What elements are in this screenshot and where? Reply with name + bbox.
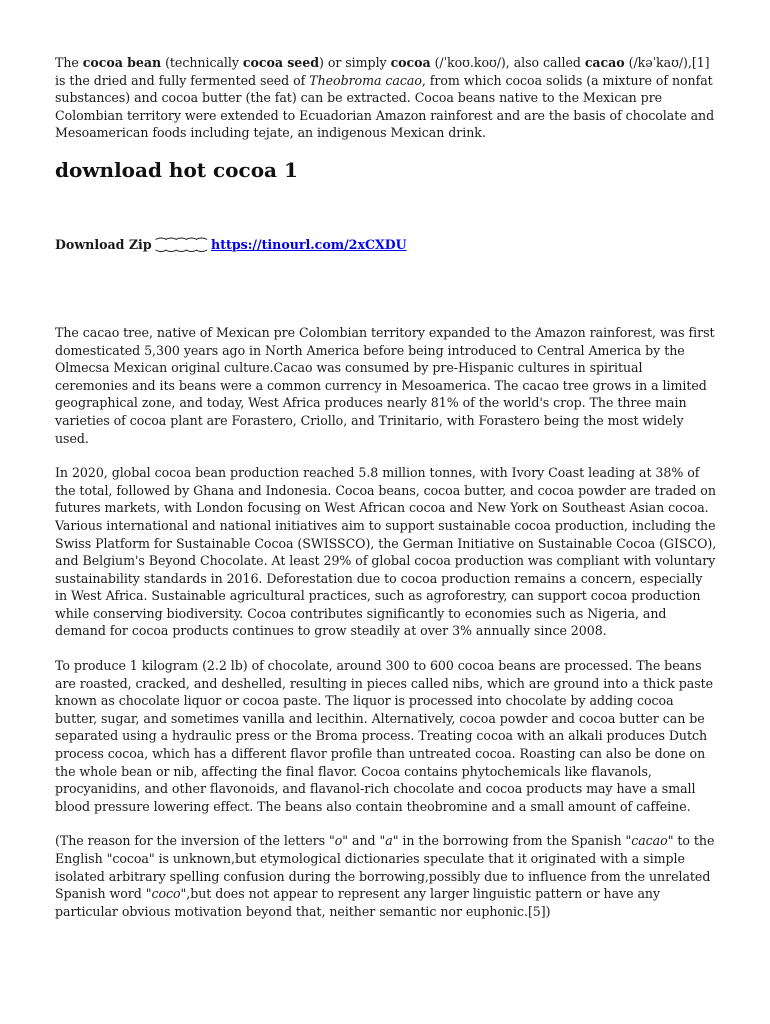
etymology-italic: cacao xyxy=(631,833,668,849)
intro-text: , from which cocoa solids (a mixture of nonfat substances) and cocoa butter (the fat) can be extracted. Cocoa beans native to the Mexican pre Colombian territory were extended to Ecuadorian Amazon rainforest and are the basis of chocolate and Mesoamerican foods including tejate, an indigenous Mexican drink. xyxy=(55,72,715,141)
etymology-italic: a xyxy=(385,833,393,849)
body-paragraph: The cacao tree, native of Mexican pre Colombian territory expanded to the Amazon rainforest, was first domesticated 5,300 years ago in North America before being introduced to Central America by the Olmecsa Mexican original culture.Cacao was consumed by pre-Hispanic cultures in spiritual ceremonies and its beans were a common currency in Mesoamerica. The cacao tree grows in a limited geographical zone, and today, West Africa produces nearly 81% of the world's crop. The three main varieties of cocoa plant are Forastero, Criollo, and Trinitario, with Forastero being the most widely used. xyxy=(55,324,715,446)
intro-text: (/ˈkoʊ.koʊ/), also called xyxy=(430,55,585,70)
etymology-italic: o xyxy=(334,833,343,849)
intro-text: The xyxy=(55,55,83,70)
etymology-text: " to the English "cocoa" is unknown,but etymological dictionaries speculate that it originated with a simple isolated arbitrary spelling confusion during the borrowing,possibly due to influence from the unrelated Spanish word " xyxy=(55,833,715,902)
etymology-text: ",but does not appear to represent any larger linguistic pattern or have any particular obvious motivation beyond that, neither semantic nor euphonic.[5]) xyxy=(55,886,661,919)
page-title: download hot cocoa 1 xyxy=(55,157,298,182)
etymology-text: " in the borrowing from the Spanish " xyxy=(392,833,632,849)
intro-bold-term: cocoa seed xyxy=(242,55,319,70)
etymology-text: " and " xyxy=(342,833,386,849)
intro-italic-term: Theobroma cacao xyxy=(309,72,422,88)
intro-bold-term: cocoa xyxy=(390,55,431,70)
body-content xyxy=(55,324,717,920)
etymology-italic: coco xyxy=(151,886,181,902)
intro-text: (/kəˈkaʊ/),[1] is the dried and fully fermented seed of xyxy=(55,55,710,88)
body-paragraph: To produce 1 kilogram (2.2 lb) of chocolate, around 300 to 600 cocoa beans are processed. The beans are roasted, cracked, and deshelled, resulting in pieces called nibs, which are ground into a thick paste known as chocolate liquor or cocoa paste. The liquor is processed into chocolate by adding cocoa butter, sugar, and sometimes vanilla and lecithin. Alternatively, cocoa powder and cocoa butter can be separated using a hydraulic press or the Broma process. Treating cocoa with an alkali produces Dutch process cocoa, which has a different flavor profile than untreated cocoa. Roasting can also be done on the whole bean or nib, affecting the final flavor. Cocoa contains phytochemicals like flavanols, procyanidins, and other flavonoids, and flavanol-rich chocolate and cocoa products may have a small blood pressure lowering effect. The beans also contain theobromine and a small amount of caffeine. xyxy=(55,658,714,814)
article xyxy=(55,54,717,937)
intro-bold-term: cacao xyxy=(584,55,625,70)
intro-text: ) or simply xyxy=(319,55,391,70)
etymology-text: (The reason for the inversion of the letters " xyxy=(55,833,335,849)
intro-paragraph xyxy=(55,54,717,142)
download-line xyxy=(55,236,717,254)
download-label: Download Zip xyxy=(55,236,157,252)
body-paragraph: In 2020, global cocoa bean production reached 5.8 million tonnes, with Ivory Coast leading at 38% of the total, followed by Ghana and Indonesia. Cocoa beans, cocoa butter, and cocoa powder are traded on futures markets, with London focusing on West African cocoa and New York on Southeast Asian cocoa. Various international and national initiatives aim to support sustainable cocoa production, including the Swiss Platform for Sustainable Cocoa (SWISSCO), the German Initiative on Sustainable Cocoa (GISCO), and Belgium's Beyond Chocolate. At least 29% of global cocoa production was compliant with voluntary sustainability standards in 2016. Deforestation due to cocoa production remains a concern, especially in West Africa. Sustainable agricultural practices, such as agroforestry, can support cocoa production while conserving biodiversity. Cocoa contributes significantly to economies such as Nigeria, and demand for cocoa products continues to grow steadily at over 3% annually since 2008. xyxy=(55,465,717,639)
download-link[interactable]: https://tinourl.com/2xCXDU xyxy=(211,236,407,252)
etymology-paragraph xyxy=(55,832,717,920)
intro-text: (technically xyxy=(161,55,243,70)
intro-bold-term: cocoa bean xyxy=(82,55,162,70)
download-glyphs: ⁐⁐⁐⁐⁐ xyxy=(156,236,207,252)
